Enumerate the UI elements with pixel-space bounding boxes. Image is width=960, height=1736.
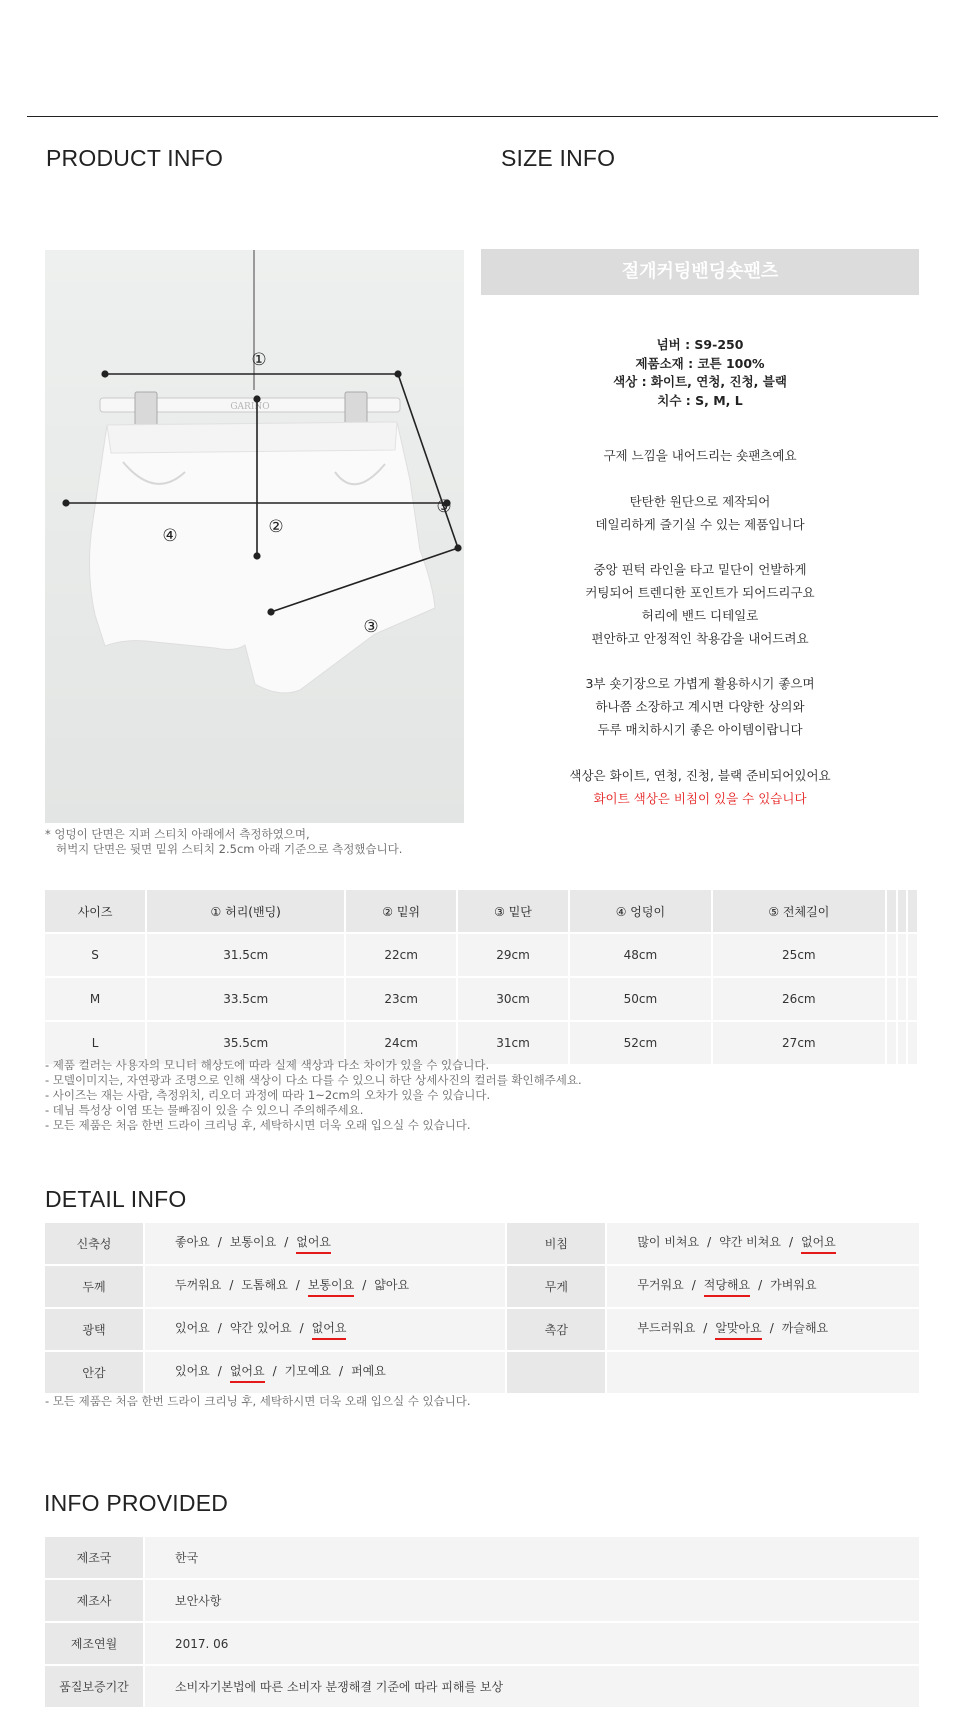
size-header-cell: ② 밑위 bbox=[345, 890, 457, 933]
option-separator: / bbox=[769, 1321, 774, 1335]
white-color-warning: 화이트 색상은 비침이 있을 수 있습니다 bbox=[593, 791, 807, 806]
size-cell: 50cm bbox=[569, 977, 712, 1021]
detail-options bbox=[144, 1308, 506, 1351]
detail-options bbox=[144, 1265, 506, 1308]
detail-option: 가벼워요 bbox=[770, 1278, 817, 1292]
table-row bbox=[45, 977, 918, 1021]
info-label: 제조사 bbox=[45, 1579, 144, 1622]
option-separator: / bbox=[217, 1235, 222, 1249]
info-label: 제조국 bbox=[45, 1536, 144, 1579]
option-separator: / bbox=[284, 1235, 289, 1249]
size-cell: 24cm bbox=[345, 1021, 457, 1064]
description-p5 bbox=[481, 764, 919, 810]
marker-5: ⑤ bbox=[436, 497, 452, 517]
description-line: 허리에 밴드 디테일로 bbox=[641, 608, 759, 623]
size-header-cell: ① 허리(밴딩) bbox=[146, 890, 345, 933]
table-row bbox=[45, 1579, 919, 1622]
size-notes: - 제품 컬러는 사용자의 모니터 해상도에 따라 실제 색상과 다소 차이가 있을 수 있습니다. - 모델이미지는, 자연광과 조명으로 인해 색상이 다소 다를 수 있으니 하단 상세사진의 컬러를 확인해주세요. - 사이즈는 재는 사람, 측정위치, 리오더 과정에 따라 1~2cm의 오차가 있을 수 있습니다. - 데님 특성상 이염 또는 물빠짐이 있을 수 있으니 주의해주세요. - 모든 제품은 처음 한번 드라이 크리닝 후, 세탁하시면 더욱 오래 입으실 수 있습니다. bbox=[45, 1058, 582, 1132]
description-line: 데일리하게 즐기실 수 있는 제품입니다 bbox=[595, 517, 805, 532]
size-cell bbox=[886, 977, 897, 1021]
size-info-title: SIZE INFO bbox=[501, 145, 616, 171]
option-separator: / bbox=[362, 1278, 367, 1292]
option-separator: / bbox=[217, 1321, 222, 1335]
detail-option: 약간 비쳐요 bbox=[719, 1235, 781, 1249]
option-separator: / bbox=[707, 1235, 712, 1249]
detail-label bbox=[506, 1351, 606, 1393]
table-row bbox=[45, 1622, 919, 1665]
description-p1 bbox=[481, 444, 919, 467]
size-header-cell: 사이즈 bbox=[45, 890, 146, 933]
size-cell bbox=[897, 1021, 908, 1064]
detail-label: 신축성 bbox=[45, 1222, 144, 1265]
detail-options bbox=[144, 1351, 506, 1393]
detail-option-selected: 없어요 bbox=[296, 1233, 331, 1254]
detail-note: - 모든 제품은 처음 한번 드라이 크리닝 후, 세탁하시면 더욱 오래 입으실 수 있습니다. bbox=[45, 1394, 471, 1408]
detail-option: 까슬해요 bbox=[781, 1321, 829, 1335]
description-line: 3부 숏기장으로 가볍게 활용하시기 좋으며 bbox=[585, 676, 815, 691]
marker-1: ① bbox=[251, 350, 267, 370]
size-cell: 26cm bbox=[712, 977, 886, 1021]
size-cell: M bbox=[45, 977, 146, 1021]
description-line: 구제 느낌을 내어드리는 숏팬츠예요 bbox=[603, 448, 797, 463]
spec-size: 치수 : S, M, L bbox=[657, 392, 743, 408]
detail-options bbox=[606, 1222, 919, 1265]
spec-color: 색상 : 화이트, 연청, 진청, 블랙 bbox=[613, 374, 787, 389]
size-cell bbox=[897, 977, 908, 1021]
detail-option: 있어요 bbox=[175, 1364, 210, 1378]
size-header-cell: ④ 엉덩이 bbox=[569, 890, 712, 933]
option-separator: / bbox=[758, 1278, 763, 1292]
marker-4: ④ bbox=[162, 526, 178, 546]
detail-option: 두꺼워요 bbox=[175, 1278, 222, 1292]
detail-option-selected: 보통이요 bbox=[308, 1276, 354, 1297]
detail-option: 있어요 bbox=[175, 1321, 210, 1335]
description-p3 bbox=[481, 558, 919, 650]
description-p4 bbox=[481, 672, 919, 741]
size-header-cell bbox=[886, 890, 897, 933]
size-table-header bbox=[45, 890, 918, 933]
size-cell bbox=[886, 1021, 897, 1064]
detail-option: 도톰해요 bbox=[241, 1278, 288, 1292]
product-name-banner: 절개커팅밴딩숏팬츠 bbox=[481, 249, 919, 295]
info-label: 품질보증기간 bbox=[45, 1665, 144, 1707]
size-cell: 35.5cm bbox=[146, 1021, 345, 1064]
size-cell bbox=[907, 977, 918, 1021]
size-cell bbox=[907, 1021, 918, 1064]
detail-label: 광택 bbox=[45, 1308, 144, 1351]
detail-options bbox=[144, 1222, 506, 1265]
size-cell bbox=[886, 933, 897, 977]
size-cell bbox=[907, 933, 918, 977]
table-row bbox=[45, 1222, 919, 1265]
info-value: 보안사항 bbox=[144, 1579, 919, 1622]
detail-label: 두께 bbox=[45, 1265, 144, 1308]
description-p2 bbox=[481, 490, 919, 536]
spec-material: 제품소재 : 코튼 100% bbox=[635, 355, 765, 371]
description-line: 커팅되어 트렌디한 포인트가 되어드리구요 bbox=[585, 585, 815, 600]
hanger-brand: GARINO bbox=[230, 402, 270, 412]
size-header-cell: ⑤ 전체길이 bbox=[712, 890, 886, 933]
description-line: 편안하고 안정적인 착용감을 내어드려요 bbox=[591, 631, 809, 646]
detail-label: 무게 bbox=[506, 1265, 606, 1308]
description-line: 하나쯤 소장하고 계시면 다양한 상의와 bbox=[595, 699, 805, 714]
info-value: 한국 bbox=[144, 1536, 919, 1579]
shorts-illustration bbox=[45, 250, 464, 823]
info-provided-table bbox=[45, 1535, 919, 1707]
size-header-cell bbox=[897, 890, 908, 933]
size-cell: 23cm bbox=[345, 977, 457, 1021]
detail-option: 보통이요 bbox=[229, 1235, 277, 1249]
size-header-cell bbox=[907, 890, 918, 933]
detail-label: 촉감 bbox=[506, 1308, 606, 1351]
measure-note: * 엉덩이 단면은 지퍼 스티치 아래에서 측정하였으며, 허벅지 단면은 뒷면 밑위 스티치 2.5cm 아래 기준으로 측정했습니다. bbox=[45, 827, 403, 856]
detail-option: 부드러워요 bbox=[637, 1321, 696, 1335]
top-divider bbox=[27, 116, 938, 117]
detail-option: 좋아요 bbox=[175, 1235, 210, 1249]
product-specs bbox=[481, 336, 919, 410]
option-separator: / bbox=[339, 1364, 344, 1378]
detail-option: 약간 있어요 bbox=[229, 1321, 292, 1335]
size-cell: 27cm bbox=[712, 1021, 886, 1064]
detail-table bbox=[45, 1221, 919, 1393]
option-separator: / bbox=[229, 1278, 234, 1292]
size-cell: 22cm bbox=[345, 933, 457, 977]
size-cell: 29cm bbox=[457, 933, 569, 977]
detail-options bbox=[606, 1265, 919, 1308]
detail-option-selected: 없어요 bbox=[801, 1233, 836, 1254]
table-row bbox=[45, 1536, 919, 1579]
option-separator: / bbox=[272, 1364, 277, 1378]
detail-option: 퍼예요 bbox=[351, 1364, 386, 1378]
size-cell bbox=[897, 933, 908, 977]
table-row bbox=[45, 1665, 919, 1707]
detail-info-title: DETAIL INFO bbox=[45, 1186, 187, 1212]
table-row bbox=[45, 933, 918, 977]
detail-option-selected: 없어요 bbox=[312, 1319, 347, 1340]
option-separator: / bbox=[788, 1235, 793, 1249]
detail-option: 기모예요 bbox=[284, 1364, 332, 1378]
info-label: 제조연월 bbox=[45, 1622, 144, 1665]
description-line: 탄탄한 원단으로 제작되어 bbox=[629, 494, 771, 509]
size-cell: L bbox=[45, 1021, 146, 1064]
size-cell: 31cm bbox=[457, 1021, 569, 1064]
option-separator: / bbox=[703, 1321, 708, 1335]
detail-option: 많이 비쳐요 bbox=[637, 1235, 700, 1249]
size-table bbox=[45, 890, 919, 1064]
marker-3: ③ bbox=[363, 617, 379, 637]
table-row bbox=[45, 1308, 919, 1351]
spec-number: 넘버 : S9-250 bbox=[656, 337, 744, 352]
marker-2: ② bbox=[268, 517, 284, 537]
size-cell: 31.5cm bbox=[146, 933, 345, 977]
detail-option-selected: 알맞아요 bbox=[715, 1319, 761, 1340]
detail-label: 비침 bbox=[506, 1222, 606, 1265]
option-separator: / bbox=[691, 1278, 696, 1292]
info-value: 소비자기본법에 따른 소비자 분쟁해결 기준에 따라 피해를 보상 bbox=[144, 1665, 919, 1707]
description-line: 중앙 핀턱 라인을 타고 밑단이 언발하게 bbox=[593, 562, 807, 577]
size-cell: 30cm bbox=[457, 977, 569, 1021]
option-separator: / bbox=[217, 1364, 222, 1378]
detail-option-selected: 없어요 bbox=[230, 1362, 265, 1383]
size-cell: 25cm bbox=[712, 933, 886, 977]
size-cell: 52cm bbox=[569, 1021, 712, 1064]
info-provided-title: INFO PROVIDED bbox=[44, 1490, 229, 1516]
detail-options bbox=[606, 1308, 919, 1351]
option-separator: / bbox=[299, 1321, 304, 1335]
detail-options bbox=[606, 1351, 919, 1393]
option-separator: / bbox=[295, 1278, 300, 1292]
info-value: 2017. 06 bbox=[144, 1622, 919, 1665]
detail-label: 안감 bbox=[45, 1351, 144, 1393]
detail-option: 무거워요 bbox=[637, 1278, 684, 1292]
detail-option: 얇아요 bbox=[374, 1278, 410, 1292]
product-photo bbox=[45, 250, 464, 823]
size-cell: 48cm bbox=[569, 933, 712, 977]
description-line: 색상은 화이트, 연청, 진청, 블랙 준비되어있어요 bbox=[569, 768, 831, 783]
product-info-title: PRODUCT INFO bbox=[46, 145, 224, 171]
size-cell: S bbox=[45, 933, 146, 977]
detail-option-selected: 적당해요 bbox=[704, 1276, 750, 1297]
size-cell: 33.5cm bbox=[146, 977, 345, 1021]
table-row bbox=[45, 1351, 919, 1393]
description-line: 두루 매치하시기 좋은 아이템이랍니다 bbox=[597, 722, 803, 737]
size-header-cell: ③ 밑단 bbox=[457, 890, 569, 933]
table-row bbox=[45, 1265, 919, 1308]
